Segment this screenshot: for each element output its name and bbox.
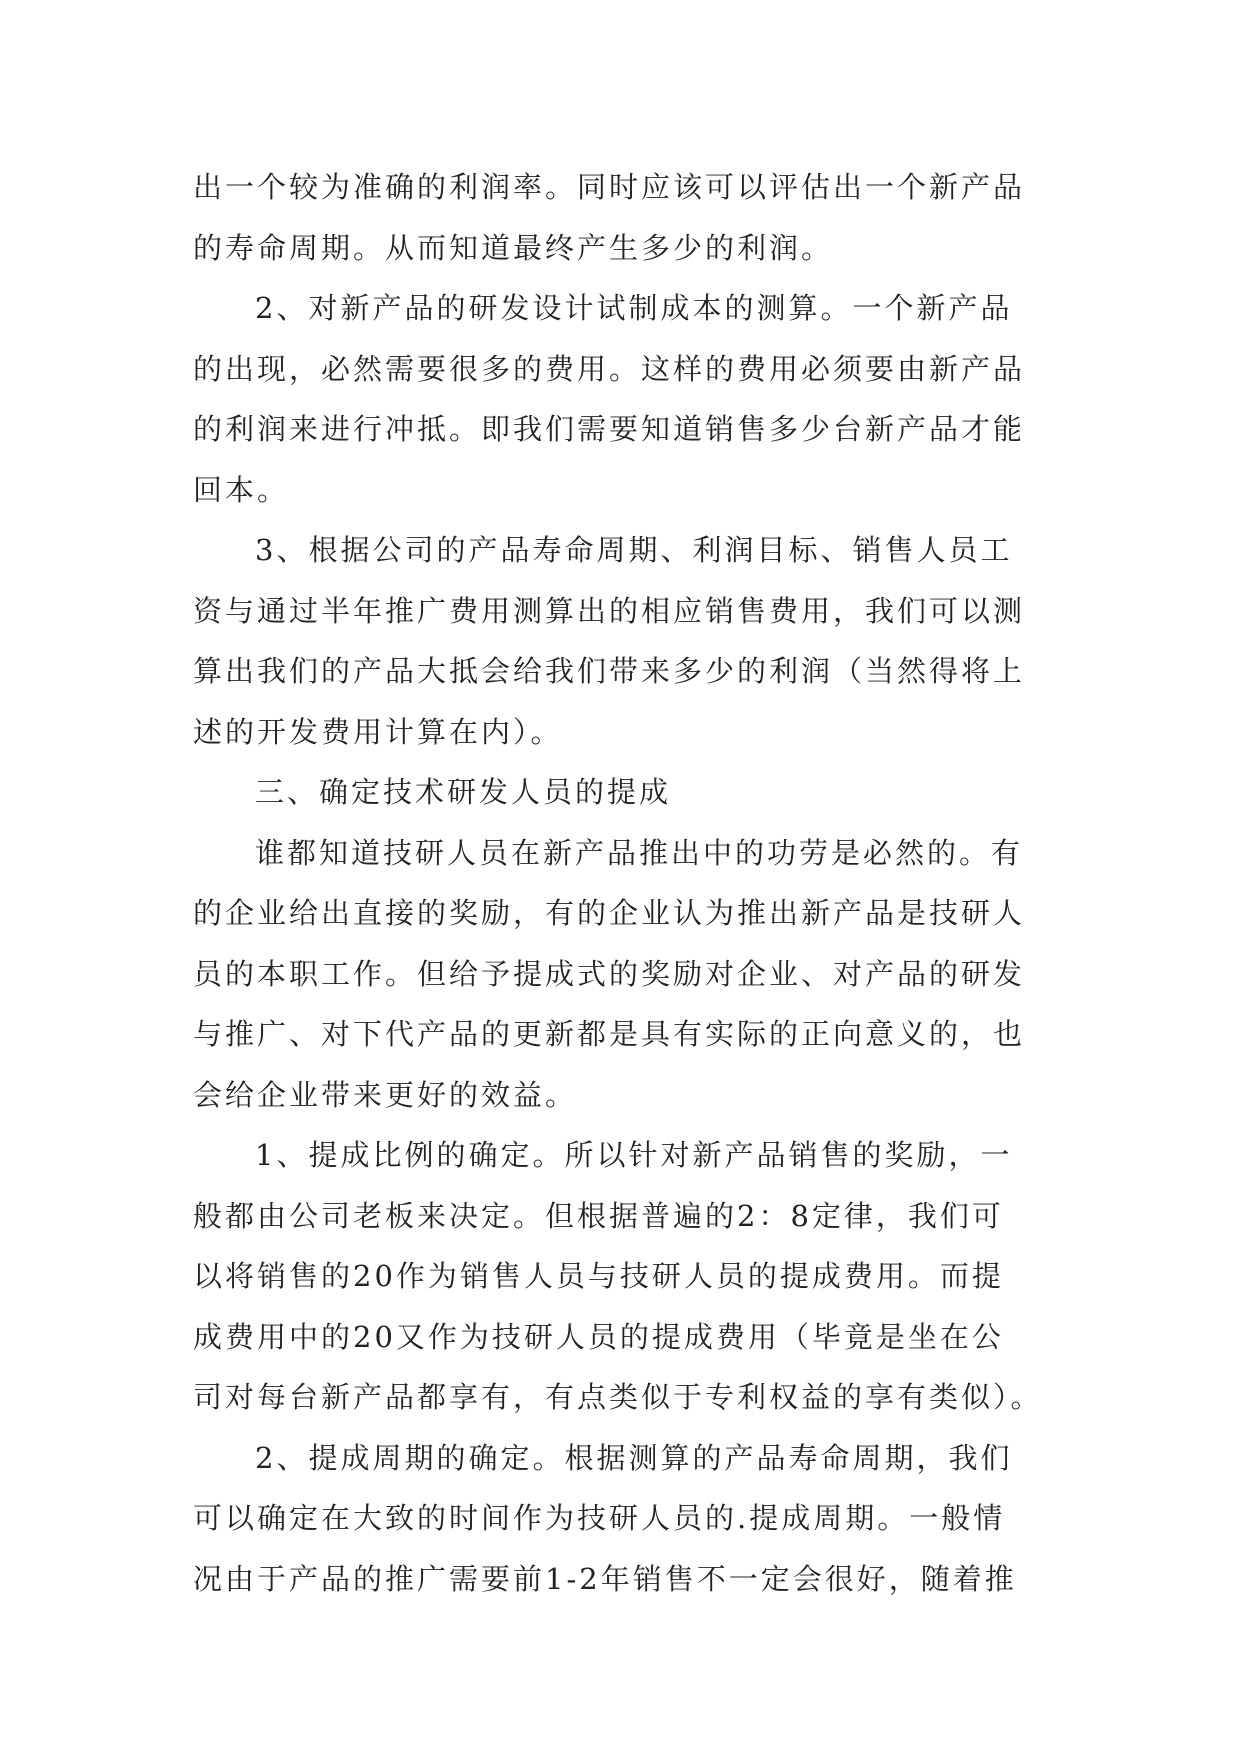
text-line: 可以确定在大致的时间作为技研人员的.提成周期。一般情 <box>193 1501 1006 1535</box>
text-line: 的企业给出直接的奖励，有的企业认为推出新产品是技研人 <box>193 896 1026 930</box>
paragraph-start-line: 2、对新产品的研发设计试制成本的测算。一个新产品 <box>255 291 1013 325</box>
paragraph-start-line: 2、提成周期的确定。根据测算的产品寿命周期，我们 <box>255 1440 1013 1475</box>
paragraph-start-line: 3、根据公司的产品寿命周期、利润目标、销售人员工 <box>255 533 1013 567</box>
text-line: 般都由公司老板来决定。但根据普遍的2：8定律，我们可 <box>193 1198 1004 1233</box>
text-line: 成费用中的20又作为技研人员的提成费用（毕竟是坐在公 <box>193 1319 1004 1354</box>
text-line: 的寿命周期。从而知道最终产生多少的利润。 <box>193 230 834 265</box>
text-line: 司对每台新产品都享有，有点类似于专利权益的享有类似）。 <box>193 1380 1043 1414</box>
paragraph-start-line: 1、提成比例的确定。所以针对新产品销售的奖励，一 <box>255 1138 1013 1172</box>
paragraph-start-line: 谁都知道技研人员在新产品推出中的功劳是必然的。有 <box>255 835 1024 870</box>
text-line: 以将销售的20作为销售人员与技研人员的提成费用。而提 <box>193 1259 1004 1293</box>
text-line: 回本。 <box>193 472 290 507</box>
text-line: 述的开发费用计算在内）。 <box>193 714 563 749</box>
text-line: 出一个较为准确的利润率。同时应该可以评估出一个新产品 <box>193 170 1026 204</box>
text-line: 与推广、对下代产品的更新都是具有实际的正向意义的，也 <box>193 1017 1026 1051</box>
text-line: 算出我们的产品大抵会给我们带来多少的利润（当然得将上 <box>193 654 1026 688</box>
text-line: 况由于产品的推广需要前1-2年销售不一定会很好，随着推 <box>193 1561 1017 1596</box>
text-line: 的利润来进行冲抵。即我们需要知道销售多少台新产品才能 <box>193 412 1026 446</box>
text-line: 的出现，必然需要很多的费用。这样的费用必须要由新产品 <box>193 351 1026 386</box>
body-text <box>193 157 1053 1609</box>
text-line: 会给企业带来更好的效益。 <box>193 1077 578 1112</box>
text-line: 员的本职工作。但给予提成式的奖励对企业、对产品的研发 <box>193 956 1026 991</box>
section-heading: 三、确定技术研发人员的提成 <box>255 775 672 809</box>
text-line: 资与通过半年推广费用测算出的相应销售费用，我们可以测 <box>193 593 1026 628</box>
